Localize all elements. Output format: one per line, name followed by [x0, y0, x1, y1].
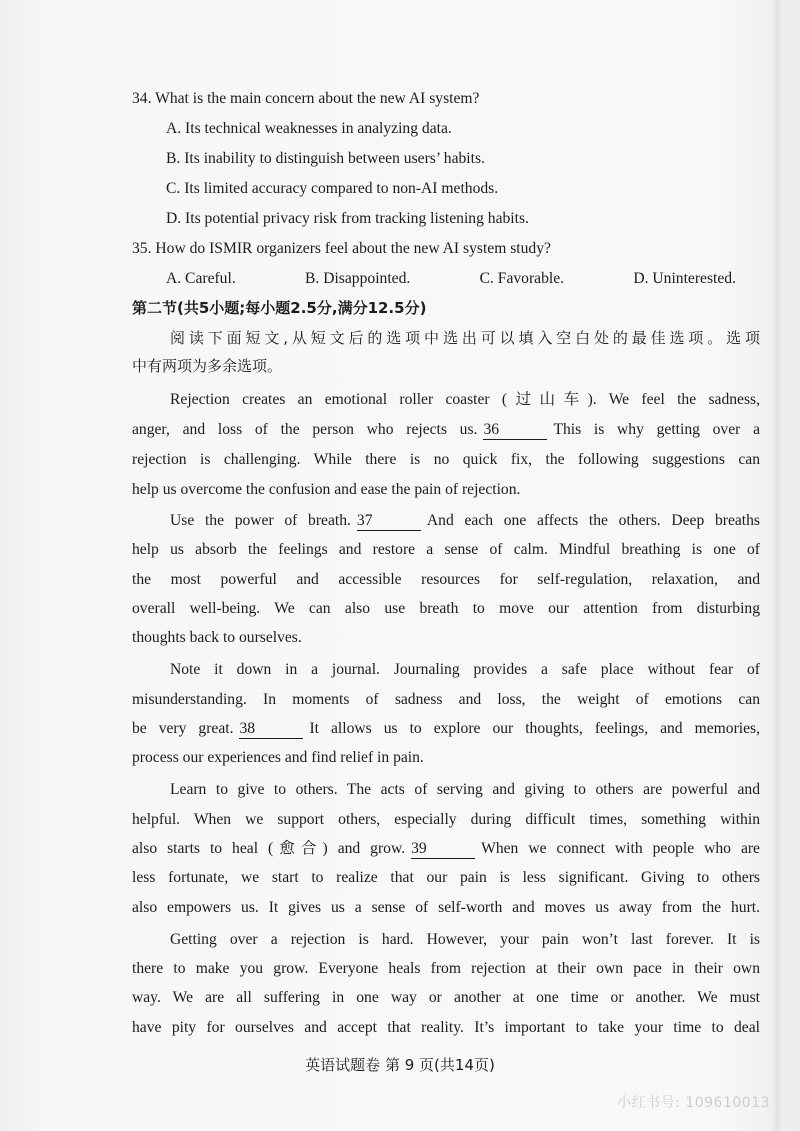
section-instruction-1: 阅读下面短文,从短文后的选项中选出可以填入空白处的最佳选项。选项: [170, 329, 760, 347]
blank-37[interactable]: 37: [357, 512, 421, 531]
section-heading: 第二节(共5小题;每小题2.5分,满分12.5分): [132, 299, 427, 317]
passage-line: Note it down in a journal. Journaling provides a safe place without fear of: [170, 661, 760, 678]
passage-line: way. We are all suffering in one way or another at one time or another. We must: [132, 989, 760, 1006]
watermark-text: 小红书号: 109610013: [617, 1095, 770, 1111]
passage-line: less fortunate, we start to realize that our pain is less significant. Giving to others: [132, 869, 760, 886]
page-edge-shadow: [772, 0, 782, 1131]
blank-39[interactable]: 39: [411, 840, 475, 859]
section-instruction-2: 中有两项为多余选项。: [132, 357, 283, 375]
passage-line: help us overcome the confusion and ease the pain of rejection.: [132, 481, 521, 498]
page-footer: 英语试题卷 第 9 页(共14页): [305, 1056, 495, 1074]
passage-line-with-blank: also starts to heal (愈合) and grow. 39 When we connect with people who are: [132, 840, 760, 857]
passage-line: misunderstanding. In moments of sadness and loss, the weight of emotions can: [132, 691, 760, 708]
passage-line-with-blank: anger, and loss of the person who rejects us. 36 This is why getting over a: [132, 421, 760, 438]
question-35-stem: 35. How do ISMIR organizers feel about the new AI system study?: [132, 240, 551, 257]
passage-line: help us absorb the feelings and restore a sense of calm. Mindful breathing is one of: [132, 541, 760, 558]
passage-line: helpful. When we support others, especially during difficult times, something within: [132, 811, 760, 828]
passage-line: Learn to give to others. The acts of serving and giving to others are powerful and: [170, 781, 760, 798]
question-34-option-b: B. Its inability to distinguish between users’ habits.: [166, 150, 485, 167]
passage-line: overall well-being. We can also use breath to move our attention from disturbing: [132, 600, 760, 617]
question-34-option-c: C. Its limited accuracy compared to non-AI methods.: [166, 180, 499, 197]
blank-38[interactable]: 38: [239, 720, 303, 739]
question-35-option-b: B. Disappointed.: [305, 270, 411, 287]
passage-line-with-blank: be very great. 38 It allows us to explore our thoughts, feelings, and memories,: [132, 720, 760, 737]
question-34-option-d: D. Its potential privacy risk from tracking listening habits.: [166, 210, 529, 227]
question-35-option-d: D. Uninterested.: [633, 270, 736, 287]
passage-line: also empowers us. It gives us a sense of self-worth and moves us away from the hurt.: [132, 899, 760, 916]
passage-line: rejection is challenging. While there is no quick fix, the following suggestions can: [132, 451, 760, 468]
question-35-options: [166, 269, 736, 289]
passage-line: Getting over a rejection is hard. However, your pain won’t last forever. It is: [170, 931, 760, 948]
question-35-option-a: A. Careful.: [166, 270, 236, 287]
passage-line: Rejection creates an emotional roller coaster (过山车). We feel the sadness,: [170, 391, 760, 408]
passage-line-with-blank: Use the power of breath. 37 And each one affects the others. Deep breaths: [170, 512, 760, 529]
question-34-stem: 34. What is the main concern about the new AI system?: [132, 90, 480, 107]
question-34-option-a: A. Its technical weaknesses in analyzing data.: [166, 120, 452, 137]
passage-line: the most powerful and accessible resources for self-regulation, relaxation, and: [132, 571, 760, 588]
blank-36[interactable]: 36: [483, 421, 547, 440]
passage-line: have pity for ourselves and accept that reality. It’s important to take your time to deal: [132, 1019, 760, 1036]
passage-line: there to make you grow. Everyone heals from rejection at their own pace in their own: [132, 960, 760, 977]
passage-line: thoughts back to ourselves.: [132, 629, 302, 646]
passage-line: process our experiences and find relief in pain.: [132, 749, 424, 766]
question-35-option-c: C. Favorable.: [479, 270, 565, 287]
